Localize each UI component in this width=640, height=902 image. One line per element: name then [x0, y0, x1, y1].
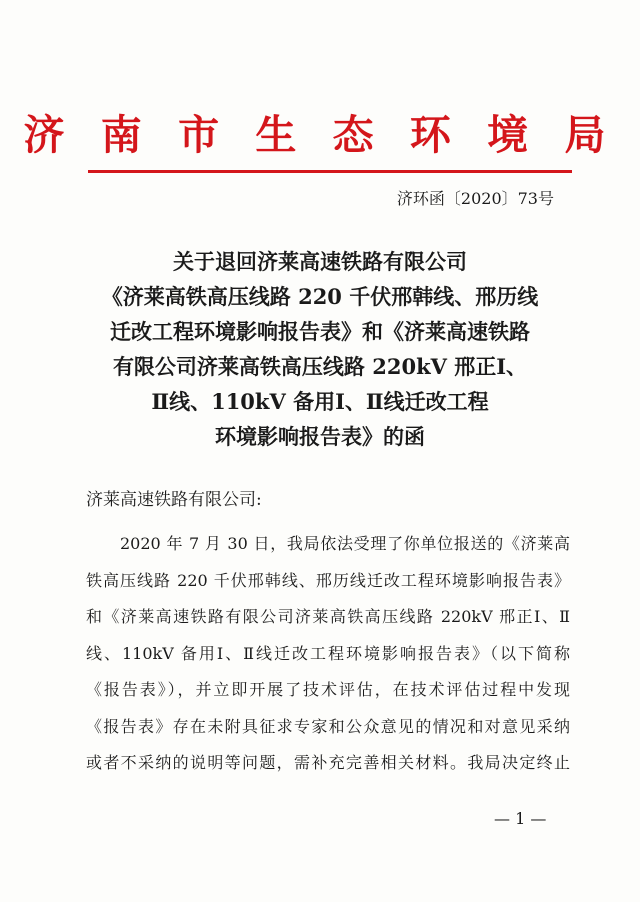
document-number: 济环函〔2020〕73号: [396, 189, 554, 208]
body-line: 或者不采纳的说明等问题，需补充完善相关材料。我局决定终止: [86, 753, 570, 772]
title-line: Ⅱ线、110kV 备用Ⅰ、Ⅱ线迁改工程: [151, 389, 489, 414]
agency-masthead: 济 南 市 生 态 环 境 局: [23, 111, 617, 159]
title-line: 环境影响报告表》的函: [215, 424, 425, 449]
body-line: 《报告表》），并立即开展了技术评估，在技术评估过程中发现: [86, 680, 570, 699]
body-line: 和《济莱高速铁路有限公司济莱高铁高压线路 220kV 邢正Ⅰ、Ⅱ: [86, 607, 570, 626]
title-line: 关于退回济莱高速铁路有限公司: [173, 249, 467, 274]
body-paragraph: [86, 526, 570, 782]
body-line: 铁高压线路 220 千伏邢韩线、邢历线迁改工程环境影响报告表》: [86, 570, 570, 590]
red-separator-rule: [88, 170, 572, 173]
title-line: 有限公司济莱高铁高压线路 220kV 邢正Ⅰ、: [112, 354, 528, 379]
title-line: 迁改工程环境影响报告表》和《济莱高速铁路: [110, 319, 530, 344]
body-line: 2020 年 7 月 30 日，我局依法受理了你单位报送的《济莱高: [120, 534, 570, 553]
document-title: [70, 244, 570, 454]
page-number: — 1 —: [494, 809, 547, 828]
addressee: 济莱高速铁路有限公司:: [86, 490, 262, 510]
body-line: 《报告表》存在未附具征求专家和公众意见的情况和对意见采纳: [86, 716, 570, 736]
title-line: 《济莱高铁高压线路 220 千伏邢韩线、邢历线: [101, 284, 539, 309]
body-line: 线、110kV 备用Ⅰ、Ⅱ线迁改工程环境影响报告表》（以下简称: [86, 643, 570, 663]
